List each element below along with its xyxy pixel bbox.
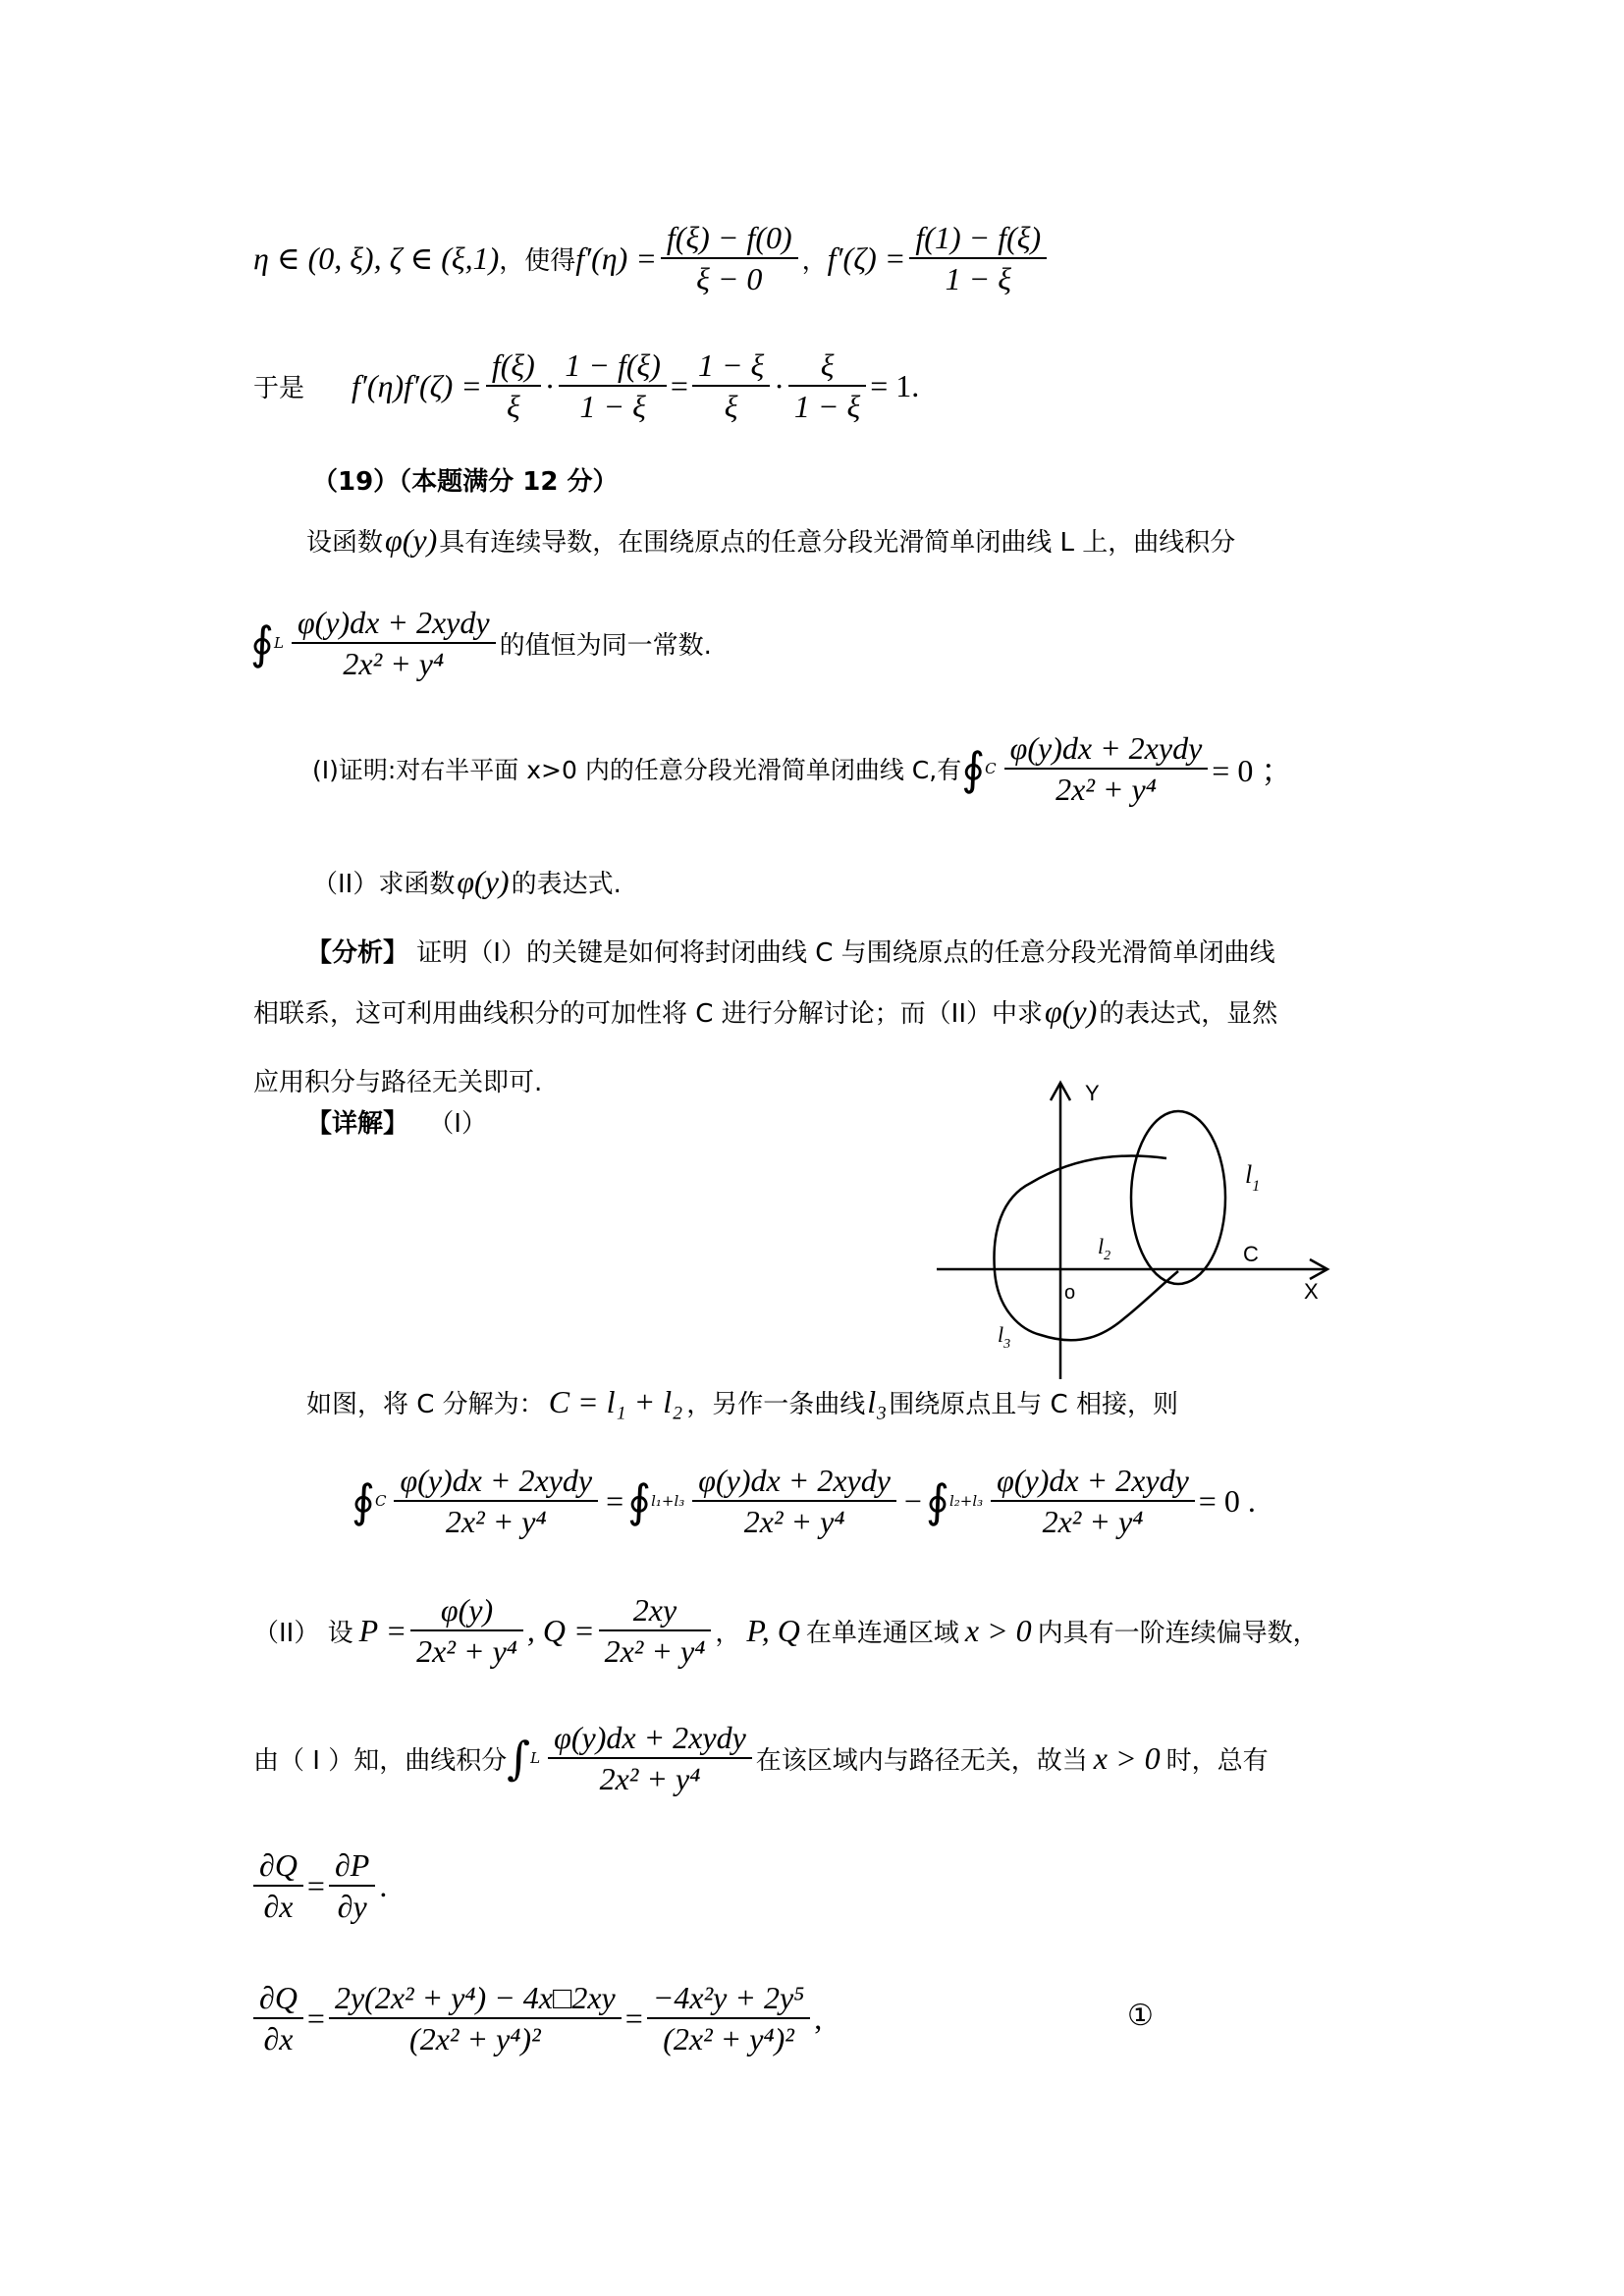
l1-label: $l_1$ bbox=[1245, 1160, 1261, 1195]
fraction: $\frac{\partial P}{\partial y}$ bbox=[329, 1845, 375, 1926]
detail-tag: 【详解】 bbox=[306, 1109, 409, 1139]
formula-line-mvt: η ∈ (0, ξ), ζ ∈ (ξ,1) ，使得 f′(η) = $\frac{f(\xi) - f(0)}{\xi - 0}$ ， f′(ζ) = $\frac{f(1) - f(\xi)}{1 - \xi}$ bbox=[253, 218, 1051, 298]
fraction: $\frac{\partial Q}{\partial x}$ bbox=[253, 1845, 303, 1926]
analysis-line-1: 【分析】 证明（I）的关键是如何将封闭曲线 C 与围绕原点的任意分段光滑简单闭曲线 bbox=[306, 938, 1275, 968]
analysis-line-3: 应用积分与路径无关即可. bbox=[253, 1068, 543, 1097]
fraction: $\frac{2xy}{\text{2x² + y⁴}}$ bbox=[599, 1590, 712, 1671]
fraction: $\frac{\text{φ(y)dx + 2xydy}}{\text{2x² + y⁴}}$ bbox=[394, 1461, 598, 1541]
contour-integral-sign: ∮ bbox=[250, 616, 274, 669]
fraction: $\frac{\text{2y(2x² + y⁴) − 4x□2xy}}{\text{(2x² + y⁴)²}}$ bbox=[329, 1978, 622, 2058]
fraction: $\frac{\text{φ(y)dx + 2xydy}}{\text{2x² + y⁴}}$ bbox=[692, 1461, 896, 1541]
question-heading: （19）（本题满分 12 分） bbox=[312, 467, 619, 497]
integral-decomposition-equation: ∮ C $\frac{\text{φ(y)dx + 2xydy}}{\text{2x² + y⁴}}$ = ∮ l₁+l₃ $\frac{\text{φ(y)dx + 2xydy}}{\text{2x² + y⁴}}$ − ∮ l₂+l₃ $\frac{\text{φ(y)dx + 2xydy}}{\text{2x² + y⁴}}$ = 0 . bbox=[352, 1463, 1256, 1539]
define-P-Q-line: （II） 设 P = $\frac{\varphi(y)}{\text{2x² + y⁴}}$ , Q = $\frac{2xy}{\text{2x² + y⁴}}$ ， P, Q 在单连通区域 x > 0 内具有一阶连续偏导数， bbox=[253, 1592, 1319, 1669]
analysis-tag: 【分析】 bbox=[306, 938, 409, 968]
curve-C-label: C bbox=[1243, 1242, 1259, 1266]
contour-integral-sign: ∮ bbox=[961, 742, 986, 795]
curve-l3 bbox=[994, 1156, 1178, 1341]
detail-heading: 【详解】 （I） bbox=[306, 1109, 487, 1139]
l3-label: $l_3$ bbox=[998, 1322, 1011, 1352]
fraction: $\frac{\text{φ(y)dx + 2xydy}}{\text{2x² + y⁴}}$ bbox=[292, 603, 496, 683]
contour-integral-sign: ∮ bbox=[925, 1474, 949, 1527]
partial-derivative-condition: $\frac{\partial Q}{\partial x}$ = $\frac{\partial P}{\partial y}$ . bbox=[249, 1845, 387, 1926]
fraction: $\frac{f(\xi)}{\xi}$ bbox=[486, 346, 541, 426]
y-axis-label: Y bbox=[1085, 1081, 1100, 1105]
part-I-statement: (I)证明:对右半平面 x>0 内的任意分段光滑简单闭曲线 C,有 ∮ C $\frac{\text{φ(y)dx + 2xydy}}{\text{2x² + y⁴}}$ = 0 ； bbox=[312, 730, 1293, 807]
fraction: $\frac{\text{φ(y)dx + 2xydy}}{\text{2x² + y⁴}}$ bbox=[1004, 728, 1209, 809]
analysis-line-2: 相联系，这可利用曲线积分的可加性将 C 进行分解讨论；而（II）中求 φ(y) 的表达式，显然 bbox=[253, 993, 1278, 1029]
equation-number: ① bbox=[1127, 1999, 1154, 2033]
fraction: $\frac{\text{φ(y)dx + 2xydy}}{\text{2x² + y⁴}}$ bbox=[548, 1718, 752, 1798]
integral-statement: ∮ L $\frac{\text{φ(y)dx + 2xydy}}{\text{2x² + y⁴}}$ 的值恒为同一常数. bbox=[250, 605, 712, 681]
fraction: $\frac{f(1) - f(\xi)}{1 - \xi}$ bbox=[909, 218, 1047, 298]
l2-label: $l_2$ bbox=[1098, 1234, 1111, 1263]
fraction: $\frac{\partial Q}{\partial x}$ bbox=[253, 1978, 303, 2058]
fraction: $\frac{\text{φ(y)dx + 2xydy}}{\text{2x² + y⁴}}$ bbox=[991, 1461, 1195, 1541]
fraction: $\frac{f(\xi) - f(0)}{\xi - 0}$ bbox=[661, 218, 798, 298]
fraction: $\frac{1 - \xi}{\xi}$ bbox=[692, 346, 770, 426]
fraction: $\frac{\text{−4x²y + 2y⁵}}{\text{(2x² + y⁴)²}}$ bbox=[647, 1978, 811, 2058]
closed-curve-C bbox=[1131, 1111, 1225, 1284]
contour-integral-sign: ∮ bbox=[627, 1474, 652, 1527]
question-statement: 设函数 φ(y) 具有连续导数，在围绕原点的任意分段光滑简单闭曲线 L 上，曲线积分 bbox=[306, 522, 1236, 558]
curve-diagram bbox=[933, 1075, 1345, 1389]
part-II-statement: （II）求函数 φ(y) 的表达式. bbox=[312, 864, 622, 899]
formula-line-product: 于是 f′(η)f′(ζ) = $\frac{f(\xi)}{\xi}$ · $\frac{1 - f(\xi)}{1 - \xi}$ = $\frac{1 - \xi}{\xi}$ · $\frac{\xi}{1 - \xi}$ = 1. bbox=[253, 347, 920, 424]
fraction: $\frac{1 - f(\xi)}{1 - \xi}$ bbox=[559, 346, 667, 426]
integral-sign: ∫ bbox=[507, 1732, 531, 1785]
fraction: $\frac{\varphi(y)}{\text{2x² + y⁴}}$ bbox=[410, 1590, 523, 1671]
x-axis-label: X bbox=[1304, 1279, 1319, 1304]
contour-integral-sign: ∮ bbox=[352, 1474, 375, 1527]
origin-label: o bbox=[1064, 1282, 1076, 1304]
equation-1: $\frac{\partial Q}{\partial x}$ = $\frac{\text{2y(2x² + y⁴) − 4x□2xy}}{\text{(2x² + y⁴)²}}$ = $\frac{\text{−4x²y + 2y⁵}}{\text{(2x² + y⁴)²}}$ , bbox=[249, 1978, 822, 2058]
path-independence-line: 由（ I ）知，曲线积分 ∫ L $\frac{\text{φ(y)dx + 2xydy}}{\text{2x² + y⁴}}$ 在该区域内与路径无关，故当 x > 0 时，总有 bbox=[253, 1720, 1269, 1796]
fraction: $\frac{\xi}{1 - \xi}$ bbox=[788, 346, 866, 426]
decomposition-line: 如图，将 C 分解为： C = l₁ + l₂ ，另作一条曲线 l₃ 围绕原点且与 C 相接，则 bbox=[306, 1384, 1178, 1419]
